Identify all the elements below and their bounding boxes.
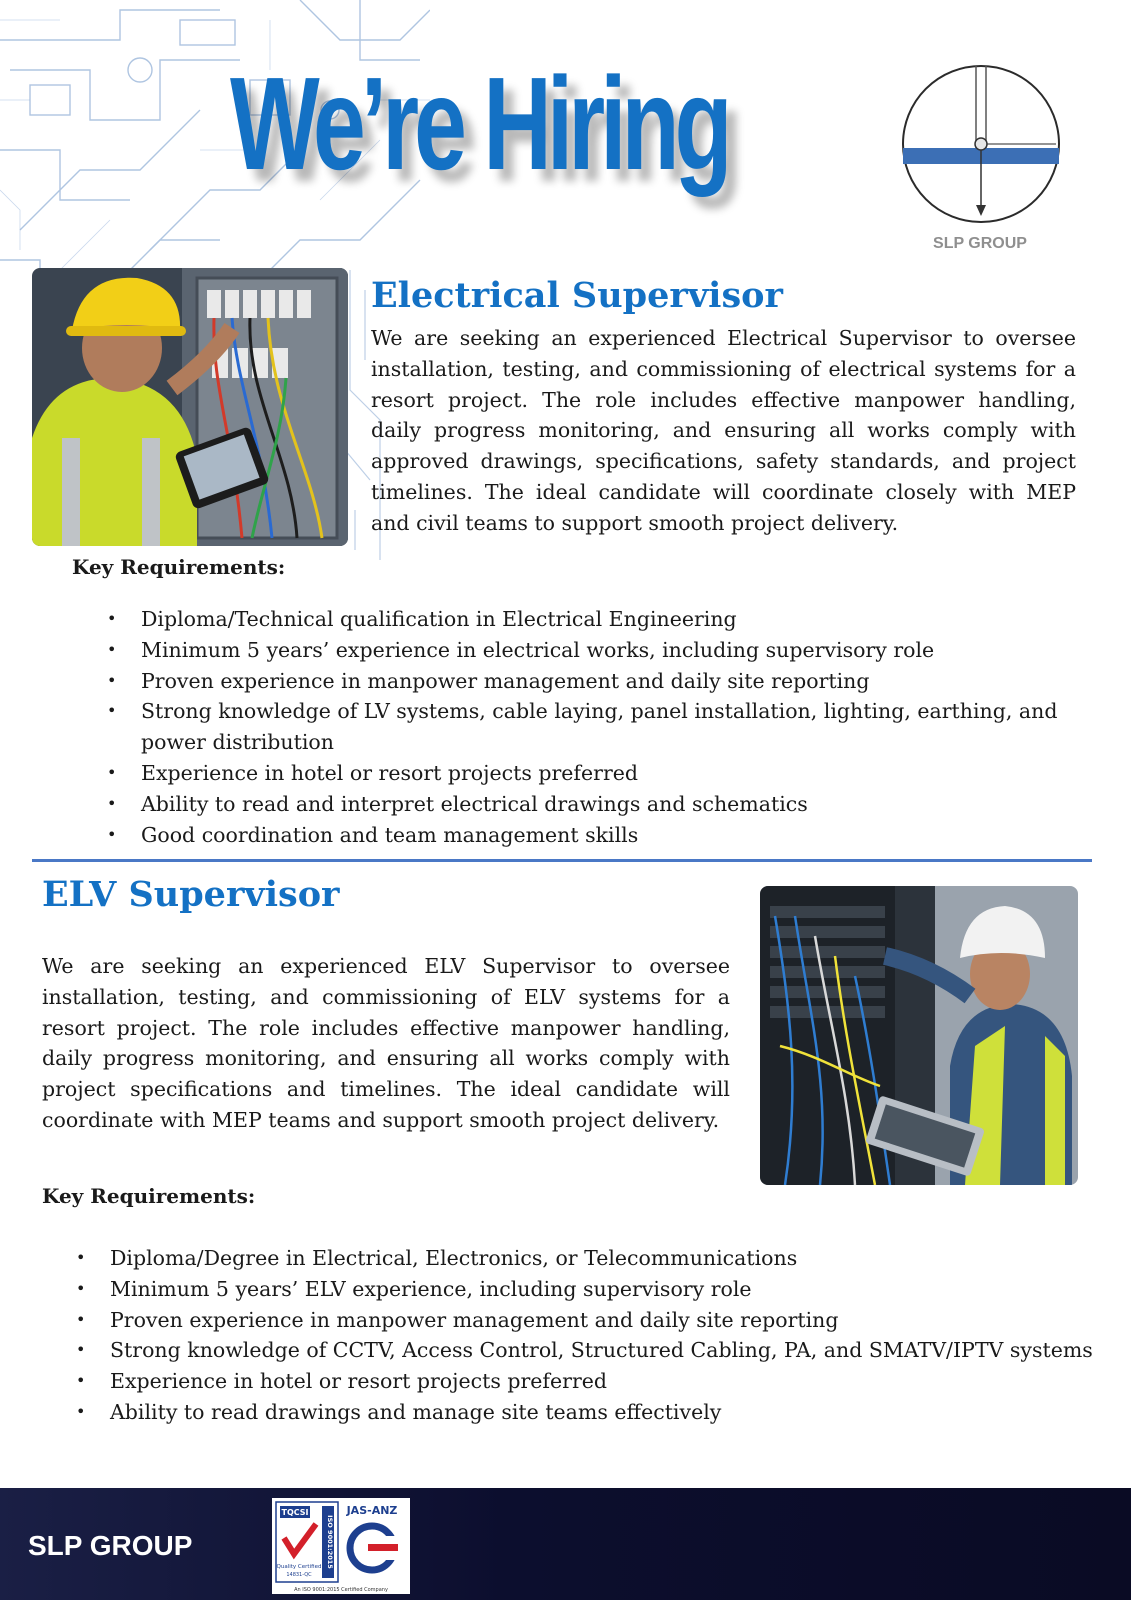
job-title-elv: ELV Supervisor [42, 874, 340, 915]
list-item: • Experience in hotel or resort projects preferred [76, 1366, 1106, 1397]
elv-technician-photo [760, 886, 1078, 1185]
list-item: • Strong knowledge of LV systems, cable laying, panel installation, lighting, earthing, and power distribution [107, 696, 1092, 758]
hiring-headline: We’re Hiring [230, 50, 728, 197]
logo-wordmark: SLP GROUP [933, 235, 1027, 252]
svg-text:TQCSI: TQCSI [281, 1508, 309, 1517]
company-logo-icon [896, 60, 1066, 260]
requirements-list-elv [76, 1243, 1106, 1428]
list-item: • Proven experience in manpower management and daily site reporting [76, 1305, 1106, 1336]
list-item: • Minimum 5 years’ experience in electrical works, including supervisory role [107, 635, 1092, 666]
list-item: • Strong knowledge of CCTV, Access Control, Structured Cabling, PA, and SMATV/IPTV systems [76, 1335, 1106, 1366]
list-item: • Diploma/Degree in Electrical, Electronics, or Telecommunications [76, 1243, 1106, 1274]
svg-text:ISO 9001:2015: ISO 9001:2015 [326, 1515, 334, 1569]
job-description-electrical: We are seeking an experienced Electrical Supervisor to oversee installation, testing, and commissioning of electrical systems for a resort project. The role includes effective manpower handling, daily progress monitoring, and ensuring all works comply with approved drawings, specifications, safety standards, and project timelines. The ideal candidate will coordinate closely with MEP and civil teams to support smooth project delivery. [371, 326, 1076, 535]
svg-text:14831-QC: 14831-QC [286, 1572, 312, 1578]
list-item: • Diploma/Technical qualification in Electrical Engineering [107, 604, 1092, 635]
list-item: • Ability to read drawings and manage site teams effectively [76, 1397, 1106, 1428]
list-item: • Minimum 5 years’ ELV experience, including supervisory role [76, 1274, 1106, 1305]
job-description-elv: We are seeking an experienced ELV Supervisor to oversee installation, testing, and commissioning of ELV systems for a resort project. The role includes effective manpower handling, daily progress monitoring, and ensuring all works comply with project specifications and timelines. The ideal candidate will coordinate with MEP teams and support smooth project delivery. [42, 954, 730, 1132]
svg-text:An ISO 9001:2015 Certified Com: An ISO 9001:2015 Certified Company [294, 1587, 388, 1593]
iso-certification-badge [272, 1498, 410, 1594]
list-item: • Good coordination and team management skills [107, 820, 1092, 851]
requirements-list-electrical [107, 604, 1092, 850]
footer-brand: SLP GROUP [28, 1530, 193, 1561]
electrician-photo [32, 268, 348, 546]
list-item: • Ability to read and interpret electrical drawings and schematics [107, 789, 1092, 820]
list-item: • Experience in hotel or resort projects preferred [107, 758, 1092, 789]
section-divider [32, 859, 1092, 862]
svg-text:Quality Certified: Quality Certified [276, 1564, 322, 1570]
list-item: • Proven experience in manpower management and daily site reporting [107, 666, 1092, 697]
requirements-heading-electrical: Key Requirements: [72, 555, 286, 579]
requirements-heading-elv: Key Requirements: [42, 1184, 256, 1208]
svg-text:JAS-ANZ: JAS-ANZ [346, 1504, 398, 1517]
job-title-electrical: Electrical Supervisor [371, 275, 783, 316]
